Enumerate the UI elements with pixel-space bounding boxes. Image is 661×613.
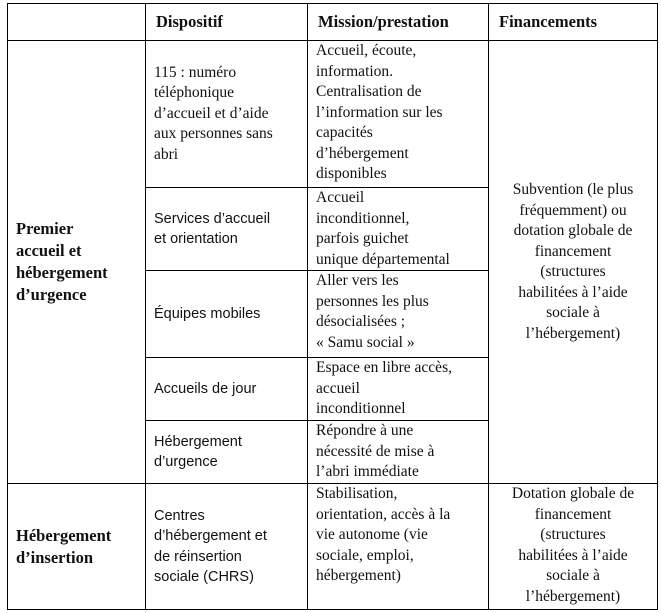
financement-cell: Dotation globale de financement (structures habilitées à l’aide sociale à l’hébergement): [489, 484, 658, 610]
mission-cell: Stabilisation, orientation, accès à la vie autonome (vie sociale, emploi, hébergement): [308, 484, 489, 610]
header-mission: Mission/prestation: [308, 4, 489, 41]
mission-cell: Accueil, écoute, information. Centralisation de l’information sur les capacités d’hébergement disponibles: [308, 41, 489, 188]
dispositif-cell: 115 : numéro téléphonique d’accueil et d’aide aux personnes sans abri: [146, 41, 308, 188]
dispositifs-table: [7, 3, 658, 610]
header-dispositif: Dispositif: [146, 4, 308, 41]
header-financements: Financements: [489, 4, 658, 41]
table-row: [8, 484, 658, 610]
financement-cell: Subvention (le plus fréquemment) ou dotation globale de financement (structures habilitées à l’aide sociale à l’hébergement): [489, 41, 658, 484]
category-cell: Premier accueil et hébergement d’urgence: [8, 41, 146, 484]
table-row: [8, 41, 658, 188]
header-row: [8, 4, 658, 41]
dispositif-cell: Centres d’hébergement et de réinsertion sociale (CHRS): [146, 484, 308, 610]
dispositif-cell: Services d’accueil et orientation: [146, 188, 308, 271]
mission-cell: Répondre à une nécessité de mise à l’abri immédiate: [308, 421, 489, 484]
dispositif-cell: Équipes mobiles: [146, 271, 308, 358]
mission-cell: Espace en libre accès, accueil inconditionnel: [308, 358, 489, 421]
dispositif-cell: Accueils de jour: [146, 358, 308, 421]
dispositif-cell: Hébergement d’urgence: [146, 421, 308, 484]
mission-cell: Accueil inconditionnel, parfois guichet unique départemental: [308, 188, 489, 271]
mission-cell: Aller vers les personnes les plus désocialisées ; « Samu social »: [308, 271, 489, 358]
category-cell: Hébergement d’insertion: [8, 484, 146, 610]
header-category: [8, 4, 146, 41]
